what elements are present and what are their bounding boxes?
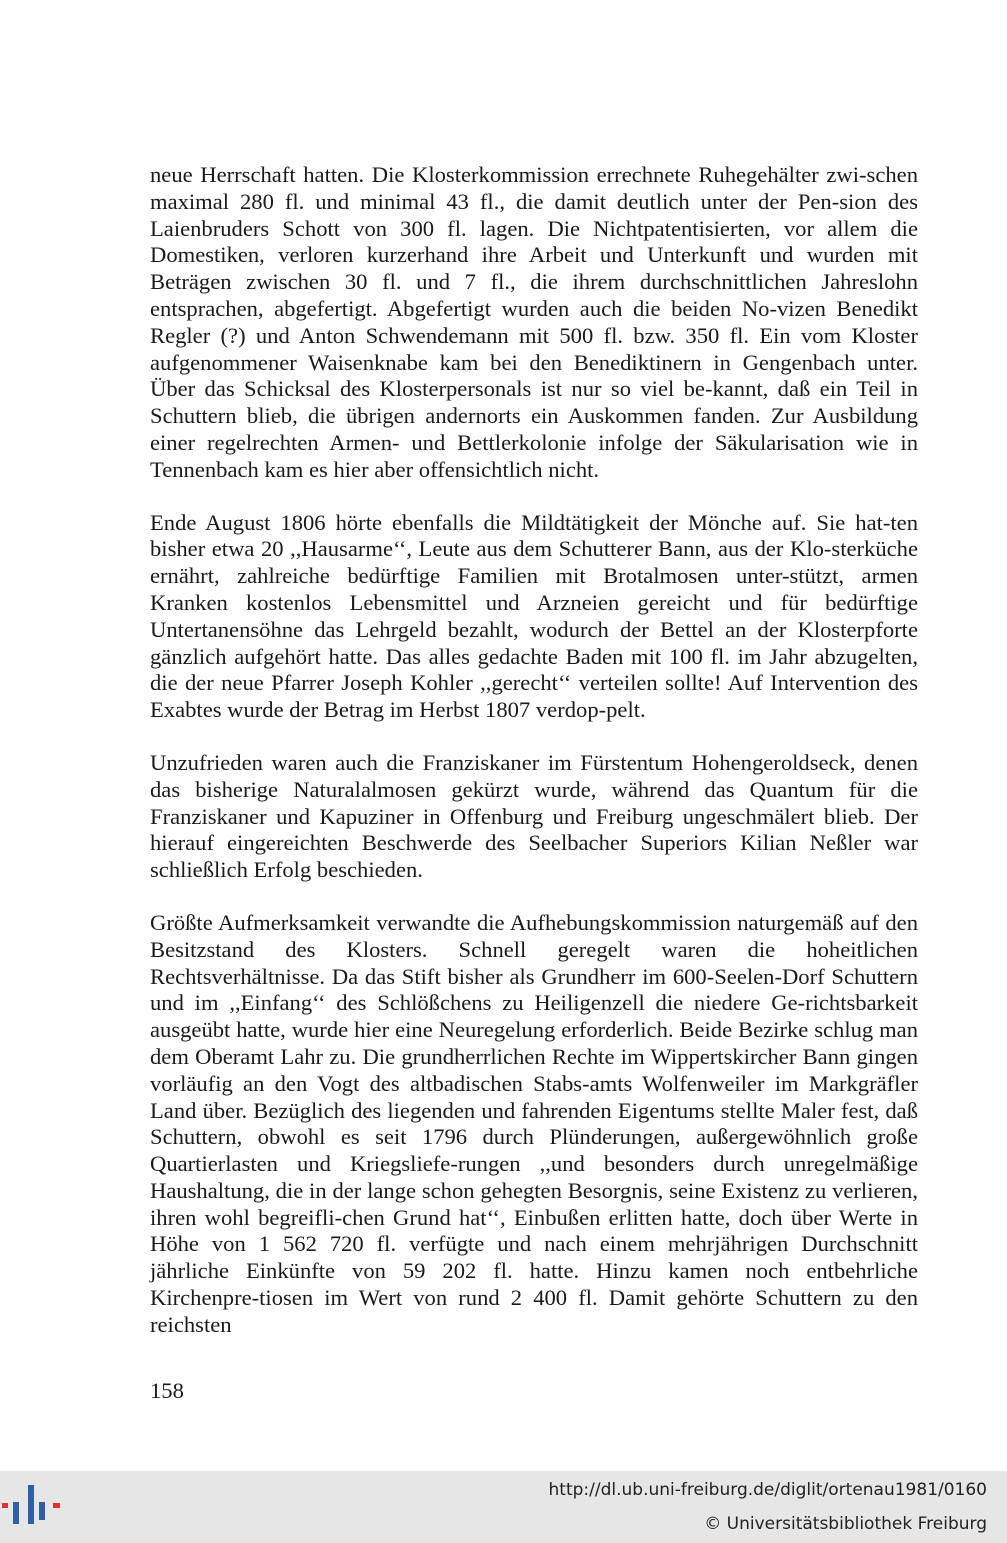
page-number: 158 bbox=[150, 1378, 184, 1403]
paragraph-2: Ende August 1806 hörte ebenfalls die Mildtätigkeit der Mönche auf. Sie hat-ten bisher etwa 20 ,,Hausarme‘‘, Leute aus dem Schutterer Bann, aus der Klo-sterküche ernährt, zahlreiche bedürftige Familien mit Brotalmosen unter-stützt, armen Kranken kostenlos Lebensmittel und Arzneien gereicht und für bedürftige Untertanensöhne das Lehrgeld bezahlt, wodurch der Bettel an der Klosterpforte gänzlich aufgehört hatte. Das alles gedachte Baden mit 100 fl. im Jahr abzugelten, die der neue Pfarrer Joseph Kohler ,,gerecht‘‘ verteilen sollte! Auf Intervention des Exabtes wurde der Betrag im Herbst 1807 verdop-pelt. bbox=[150, 509, 918, 723]
footer-url-link[interactable]: http://dl.ub.uni-freiburg.de/diglit/ortenau1981/0160 bbox=[548, 1480, 987, 1500]
paragraph-1: neue Herrschaft hatten. Die Klosterkommission errechnete Ruhegehälter zwi-schen maximal 280 fl. und minimal 43 fl., die damit deutlich unter der Pen-sion des Laienbruders Schott von 300 fl. lagen. Die Nichtpatentisierten, vor allem die Domestiken, verloren kurzerhand ihre Arbeit und Unterkunft und wurden mit Beträgen zwischen 30 fl. und 7 fl., die ihrem durchschnittlichen Jahreslohn entsprachen, abgefertigt. Abgefertigt wurden auch die beiden No-vizen Benedikt Regler (?) und Anton Schwendemann mit 500 fl. bzw. 350 fl. Ein vom Kloster aufgenommener Waisenknabe kam bei den Benediktinern in Gengenbach unter. Über das Schicksal des Klosterpersonals ist nur so viel be-kannt, daß ein Teil in Schuttern blieb, die übrigen andernorts ein Auskommen fanden. Zur Ausbildung einer regelrechten Armen- und Bettlerkolonie infolge der Säkularisation wie in Tennenbach kam es hier aber offensichtlich nicht. bbox=[150, 162, 918, 482]
footer-copyright: © Universitätsbibliothek Freiburg bbox=[704, 1514, 987, 1534]
paragraph-3: Unzufrieden waren auch die Franziskaner im Fürstentum Hohengeroldseck, denen das bisherige Naturalalmosen gekürzt wurde, während das Quantum für die Franziskaner und Kapuziner in Offenburg und Freiburg ungeschmälert blieb. Der hierauf eingereichten Beschwerde des Seelbacher Superiors Kilian Neßler war schließlich Erfolg beschieden. bbox=[150, 749, 918, 883]
page-body bbox=[150, 162, 918, 1365]
paragraph-4: Größte Aufmerksamkeit verwandte die Aufhebungskommission naturgemäß auf den Besitzstand des Klosters. Schnell geregelt waren die hoheitlichen Rechtsverhältnisse. Da das Stift bisher als Grundherr im 600-Seelen-Dorf Schuttern und im ,,Einfang‘‘ des Schlößchens zu Heiligenzell die niedere Ge-richtsbarkeit ausgeübt hatte, wurde hier eine Neuregelung erforderlich. Beide Bezirke schlug man dem Oberamt Lahr zu. Die grundherrlichen Rechte im Wippertskircher Bann gingen vorläufig an den Vogt des altbadischen Stabs-amts Wolfenweiler im Markgräfler Land über. Bezüglich des liegenden und fahrenden Eigentums stellte Maler fest, daß Schuttern, obwohl es seit 1796 durch Plünderungen, außergewöhnlich große Quartierlasten und Kriegsliefe-rungen ,,und besonders durch unregelmäßige Haushaltung, die in der lange schon gehegten Besorgnis, seine Existenz zu verlieren, ihren wohl begreifli-chen Grund hat‘‘, Einbußen erlitten hatte, doch über Werte in Höhe von 1 562 720 fl. verfügte und nach einem mehrjährigen Durchschnitt jährliche Einkünfte von 59 202 fl. hatte. Hinzu kamen noch entbehrliche Kirchenpre-tiosen im Wert von rund 2 400 fl. Damit gehörte Schuttern zu den reichsten bbox=[150, 909, 918, 1337]
footer-bar bbox=[0, 1471, 1007, 1543]
ub-freiburg-logo-icon bbox=[0, 1479, 64, 1535]
